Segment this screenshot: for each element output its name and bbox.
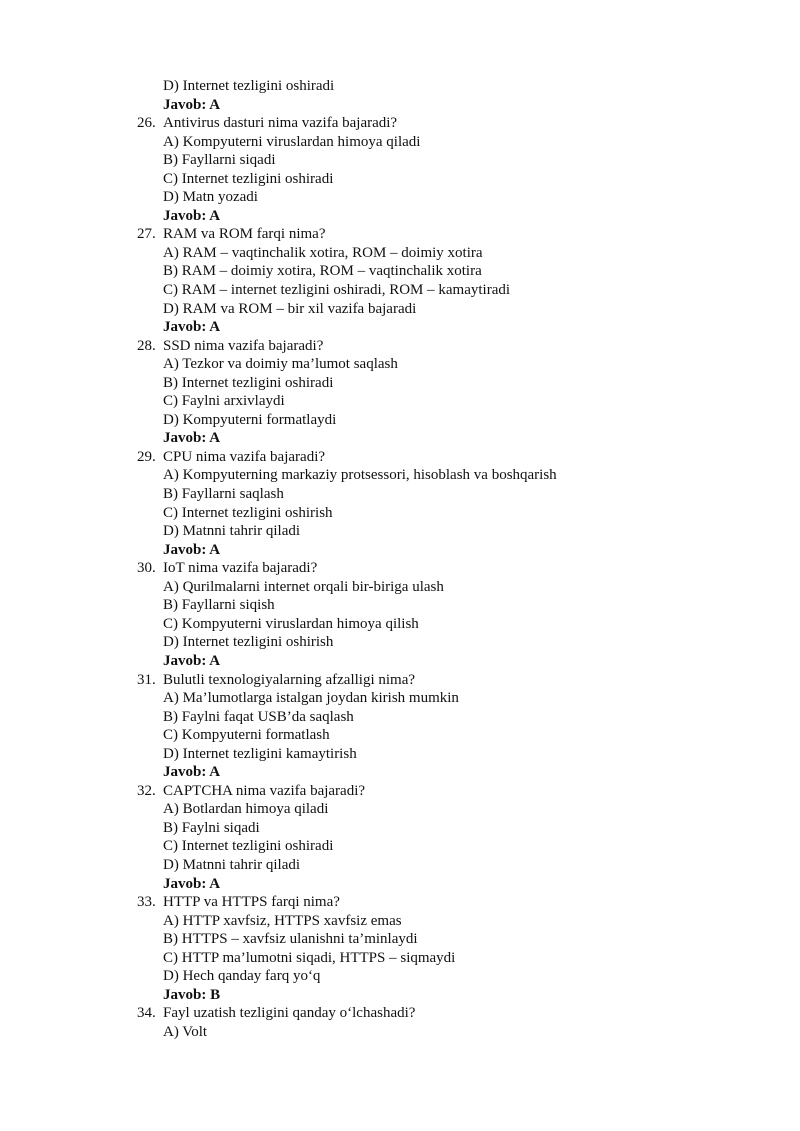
correct-answer: Javob: A — [163, 764, 221, 781]
question-line — [0, 1004, 800, 1023]
question-number: 26. — [137, 115, 156, 132]
correct-answer: Javob: A — [163, 430, 221, 447]
answer-option: B) Fayllarni siqadi — [163, 152, 276, 169]
answer-option: A) Tezkor va doimiy ma’lumot saqlash — [163, 356, 398, 373]
answer-option: B) Faylni faqat USB’da saqlash — [163, 708, 354, 725]
question-text: SSD nima vazifa bajaradi? — [163, 337, 324, 354]
correct-answer: Javob: A — [163, 875, 221, 892]
question-number: 32. — [137, 782, 156, 799]
answer-option: C) Faylni arxivlaydi — [163, 393, 285, 410]
question-block — [0, 671, 800, 782]
question-block — [0, 782, 800, 893]
question-number: 31. — [137, 671, 156, 688]
answer-option: D) Internet tezligini oshiradi — [163, 78, 335, 94]
answer-option: D) Kompyuterni formatlaydi — [163, 411, 337, 428]
question-line — [0, 782, 800, 801]
answer-option: A) Kompyuterni viruslardan himoya qiladi — [163, 133, 421, 150]
question-text: CPU nima vazifa bajaradi? — [163, 448, 326, 465]
question-line — [0, 114, 800, 133]
answer-option: C) Kompyuterni formatlash — [163, 727, 330, 744]
question-block — [0, 337, 800, 448]
question-number: 27. — [137, 226, 156, 243]
document-page — [0, 77, 800, 1041]
correct-answer: Javob: A — [163, 541, 221, 558]
question-text: IoT nima vazifa bajaradi? — [163, 560, 318, 577]
question-text: Antivirus dasturi nima vazifa bajaradi? — [163, 115, 398, 132]
question-text: RAM va ROM farqi nima? — [163, 226, 326, 243]
correct-answer: Javob: A — [163, 319, 221, 336]
answer-option: A) Ma’lumotlarga istalgan joydan kirish mumkin — [163, 690, 459, 707]
question-block — [0, 559, 800, 670]
question-number: 29. — [137, 448, 156, 465]
correct-answer: Javob: A — [163, 207, 221, 224]
answer-option: D) Matnni tahrir qiladi — [163, 856, 301, 873]
question-line — [0, 448, 800, 467]
answer-option: D) Internet tezligini kamaytirish — [163, 745, 357, 762]
answer-option: C) Internet tezligini oshiradi — [163, 170, 334, 187]
correct-answer: Javob: A — [163, 652, 221, 669]
question-line — [0, 559, 800, 578]
answer-option: D) Hech qanday farq yo‘q — [163, 968, 321, 985]
question-block — [0, 1004, 800, 1041]
answer-option: D) RAM va ROM – bir xil vazifa bajaradi — [163, 300, 417, 317]
answer-option: A) Botlardan himoya qiladi — [163, 801, 329, 818]
answer-option: C) Internet tezligini oshiradi — [163, 838, 334, 855]
answer-option: B) Faylni siqadi — [163, 819, 260, 836]
answer-option: B) Fayllarni siqish — [163, 597, 275, 614]
answer-option: A) HTTP xavfsiz, HTTPS xavfsiz emas — [163, 912, 402, 929]
question-text: Bulutli texnologiyalarning afzalligi nima? — [163, 671, 416, 688]
answer-option: B) RAM – doimiy xotira, ROM – vaqtinchalik xotira — [163, 263, 482, 280]
question-block — [0, 225, 800, 336]
answer-option: D) Matn yozadi — [163, 189, 258, 206]
question-text: HTTP va HTTPS farqi nima? — [163, 894, 340, 911]
correct-answer: Javob: A — [163, 96, 221, 113]
answer-option: C) RAM – internet tezligini oshiradi, ROM – kamaytiradi — [163, 282, 511, 299]
answer-option: B) HTTPS – xavfsiz ulanishni ta’minlaydi — [163, 931, 418, 948]
question-block — [0, 77, 800, 114]
question-text: CAPTCHA nima vazifa bajaradi? — [163, 782, 366, 799]
answer-option: A) Volt — [163, 1023, 208, 1040]
answer-option: D) Matnni tahrir qiladi — [163, 523, 301, 540]
question-text: Fayl uzatish tezligini qanday o‘lchashadi? — [163, 1005, 416, 1022]
question-block — [0, 893, 800, 1004]
correct-answer: Javob: B — [163, 986, 221, 1003]
question-line — [0, 893, 800, 912]
question-line — [0, 337, 800, 356]
answer-option: C) HTTP ma’lumotni siqadi, HTTPS – siqmaydi — [163, 949, 456, 966]
question-block — [0, 114, 800, 225]
answer-option: C) Kompyuterni viruslardan himoya qilish — [163, 615, 419, 632]
answer-option: D) Internet tezligini oshirish — [163, 634, 334, 651]
answer-option: B) Internet tezligini oshiradi — [163, 374, 334, 391]
question-number: 28. — [137, 337, 156, 354]
question-line — [0, 671, 800, 690]
question-number: 33. — [137, 894, 156, 911]
answer-option: A) Kompyuterning markaziy protsessori, hisoblash va boshqarish — [163, 467, 557, 484]
question-block — [0, 448, 800, 559]
answer-option: A) Qurilmalarni internet orqali bir-biriga ulash — [163, 578, 444, 595]
question-line — [0, 225, 800, 244]
question-number: 34. — [137, 1005, 156, 1022]
question-number: 30. — [137, 560, 156, 577]
answer-option: A) RAM – vaqtinchalik xotira, ROM – doimiy xotira — [163, 244, 483, 261]
answer-option: B) Fayllarni saqlash — [163, 486, 284, 503]
answer-option: C) Internet tezligini oshirish — [163, 504, 333, 521]
